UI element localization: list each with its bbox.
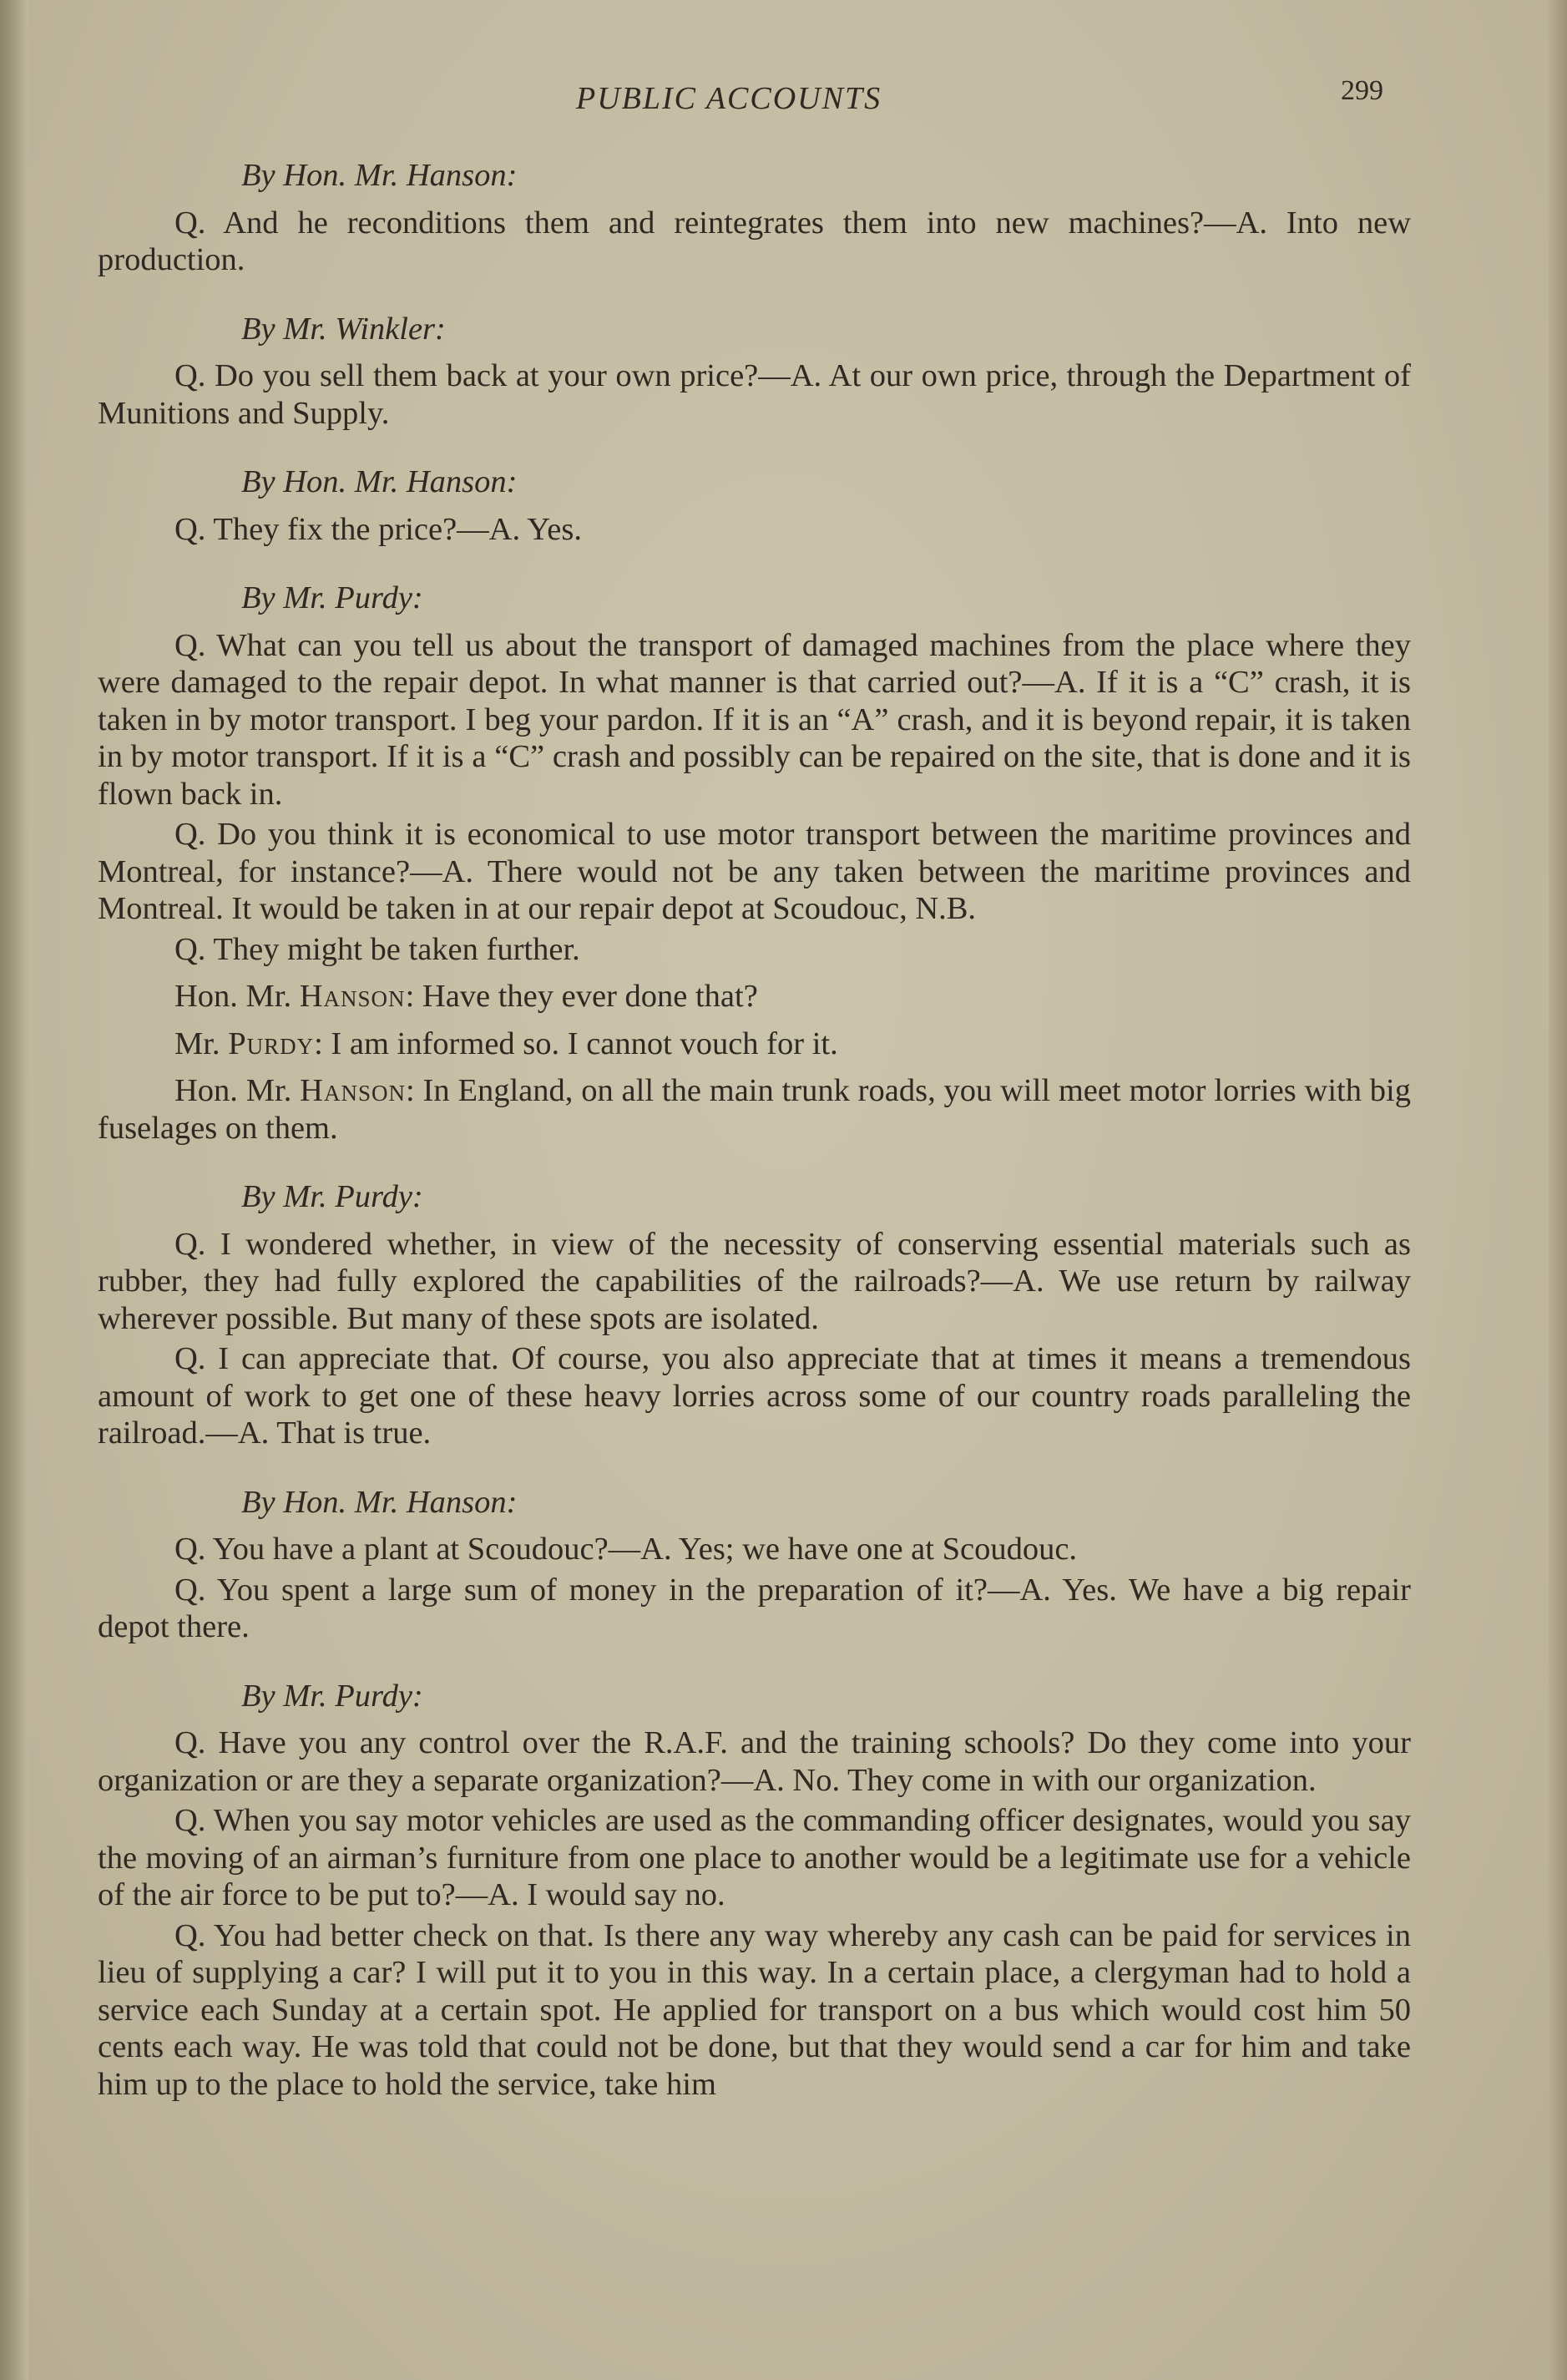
question-answer: Q. And he reconditions them and reintegrates them into new machines?—A. Into new production. bbox=[98, 205, 1411, 277]
question-answer: Q. You spent a large sum of money in the preparation of it?—A. Yes. We have a big repair depot there. bbox=[98, 1572, 1411, 1644]
question-answer: Q. You have a plant at Scoudouc?—A. Yes; we have one at Scoudouc. bbox=[174, 1532, 1078, 1567]
running-head bbox=[0, 75, 1567, 122]
question-answer: Q. They might be taken further. bbox=[174, 931, 580, 967]
page-edge bbox=[1549, 0, 1567, 2380]
questioner-heading: By Mr. Purdy: bbox=[241, 1678, 423, 1714]
speaker-name: Hanson bbox=[300, 1073, 406, 1108]
question-answer: Q. Do you sell them back at your own price?—A. At our own price, through the Department of Munitions and Supply. bbox=[98, 358, 1411, 431]
speaker-remark bbox=[98, 978, 1411, 1015]
questioner-heading: By Hon. Mr. Hanson: bbox=[241, 1484, 518, 1520]
remark-text: : Have they ever done that? bbox=[405, 979, 758, 1014]
question-answer: Q. You had better check on that. Is there any way whereby any cash can be paid for services in lieu of supplying a car? I will put it to you in this way. In a certain place, a clergyman had to hold a service each Sunday at a certain spot. He applied for transport on a bus which would cost him 50 cents each way. He was told that could not be done, but that they would send a car for him and take him up to the place to hold the service, take him bbox=[98, 1917, 1411, 2102]
question-answer: Q. What can you tell us about the transport of damaged machines from the place where they were damaged to the repair depot. In what manner is that carried out?—A. If it is a “C” crash, it is taken in by motor transport. I beg your pardon. If it is an “A” crash, and it is beyond repair, it is taken in by motor transport. If it is a “C” crash and possibly can be repaired on the site, that is done and it is flown back in. bbox=[98, 627, 1411, 812]
speaker-prefix: Hon. Mr. bbox=[174, 1073, 301, 1108]
speaker-prefix: Hon. Mr. bbox=[174, 979, 300, 1014]
questioner-heading: By Mr. Purdy: bbox=[241, 1179, 423, 1214]
question-answer: Q. I wondered whether, in view of the necessity of conserving essential materials such as rubber, they had fully explored the capabilities of the railroads?—A. We use return by railway wherever possible. But many of these spots are isolated. bbox=[98, 1226, 1411, 1336]
running-title: PUBLIC ACCOUNTS bbox=[576, 81, 882, 116]
speaker-remark bbox=[98, 1025, 1411, 1063]
question-answer: Q. Have you any control over the R.A.F. and the training schools? Do they come into your organization or are they a separate organization?—A. No. They come in with our organization. bbox=[98, 1725, 1411, 1798]
question-answer: Q. Do you think it is economical to use motor transport between the maritime provinces and Montreal, for instance?—A. There would not be any taken between the maritime provinces and Montreal. It would be taken in at our repair depot at Scoudouc, N.B. bbox=[98, 817, 1411, 926]
remark-text: : I am informed so. I cannot vouch for it. bbox=[314, 1025, 838, 1061]
questioner-heading: By Mr. Purdy: bbox=[241, 580, 423, 615]
speaker-name: Hanson bbox=[299, 979, 406, 1014]
speaker-remark bbox=[98, 1072, 1411, 1147]
questioner-heading: By Mr. Winkler: bbox=[241, 311, 446, 347]
questioner-heading: By Hon. Mr. Hanson: bbox=[241, 158, 518, 193]
question-answer: Q. When you say motor vehicles are used as the commanding officer designates, would you say the moving of an airman’s furniture from one place to another would be a legitimate use for a vehicle of the air force to be put to?—A. I would say no. bbox=[98, 1803, 1411, 1912]
remark-text: : In England, on all the main trunk roads, you will meet motor lorries with big fuselages on them. bbox=[98, 1073, 1412, 1146]
questioner-heading: By Hon. Mr. Hanson: bbox=[241, 464, 518, 499]
question-answer: Q. I can appreciate that. Of course, you also appreciate that at times it means a tremendous amount of work to get one of these heavy lorries across some of our country roads paralleling the railroad.—A. That is true. bbox=[98, 1341, 1411, 1451]
speaker-name: Purdy bbox=[228, 1025, 315, 1061]
question-answer: Q. They fix the price?—A. Yes. bbox=[174, 511, 582, 547]
page-number: 299 bbox=[1341, 75, 1383, 106]
page-spine-shadow bbox=[0, 0, 28, 2380]
speaker-prefix: Mr. bbox=[174, 1025, 229, 1061]
transcript-body bbox=[98, 157, 1411, 2106]
